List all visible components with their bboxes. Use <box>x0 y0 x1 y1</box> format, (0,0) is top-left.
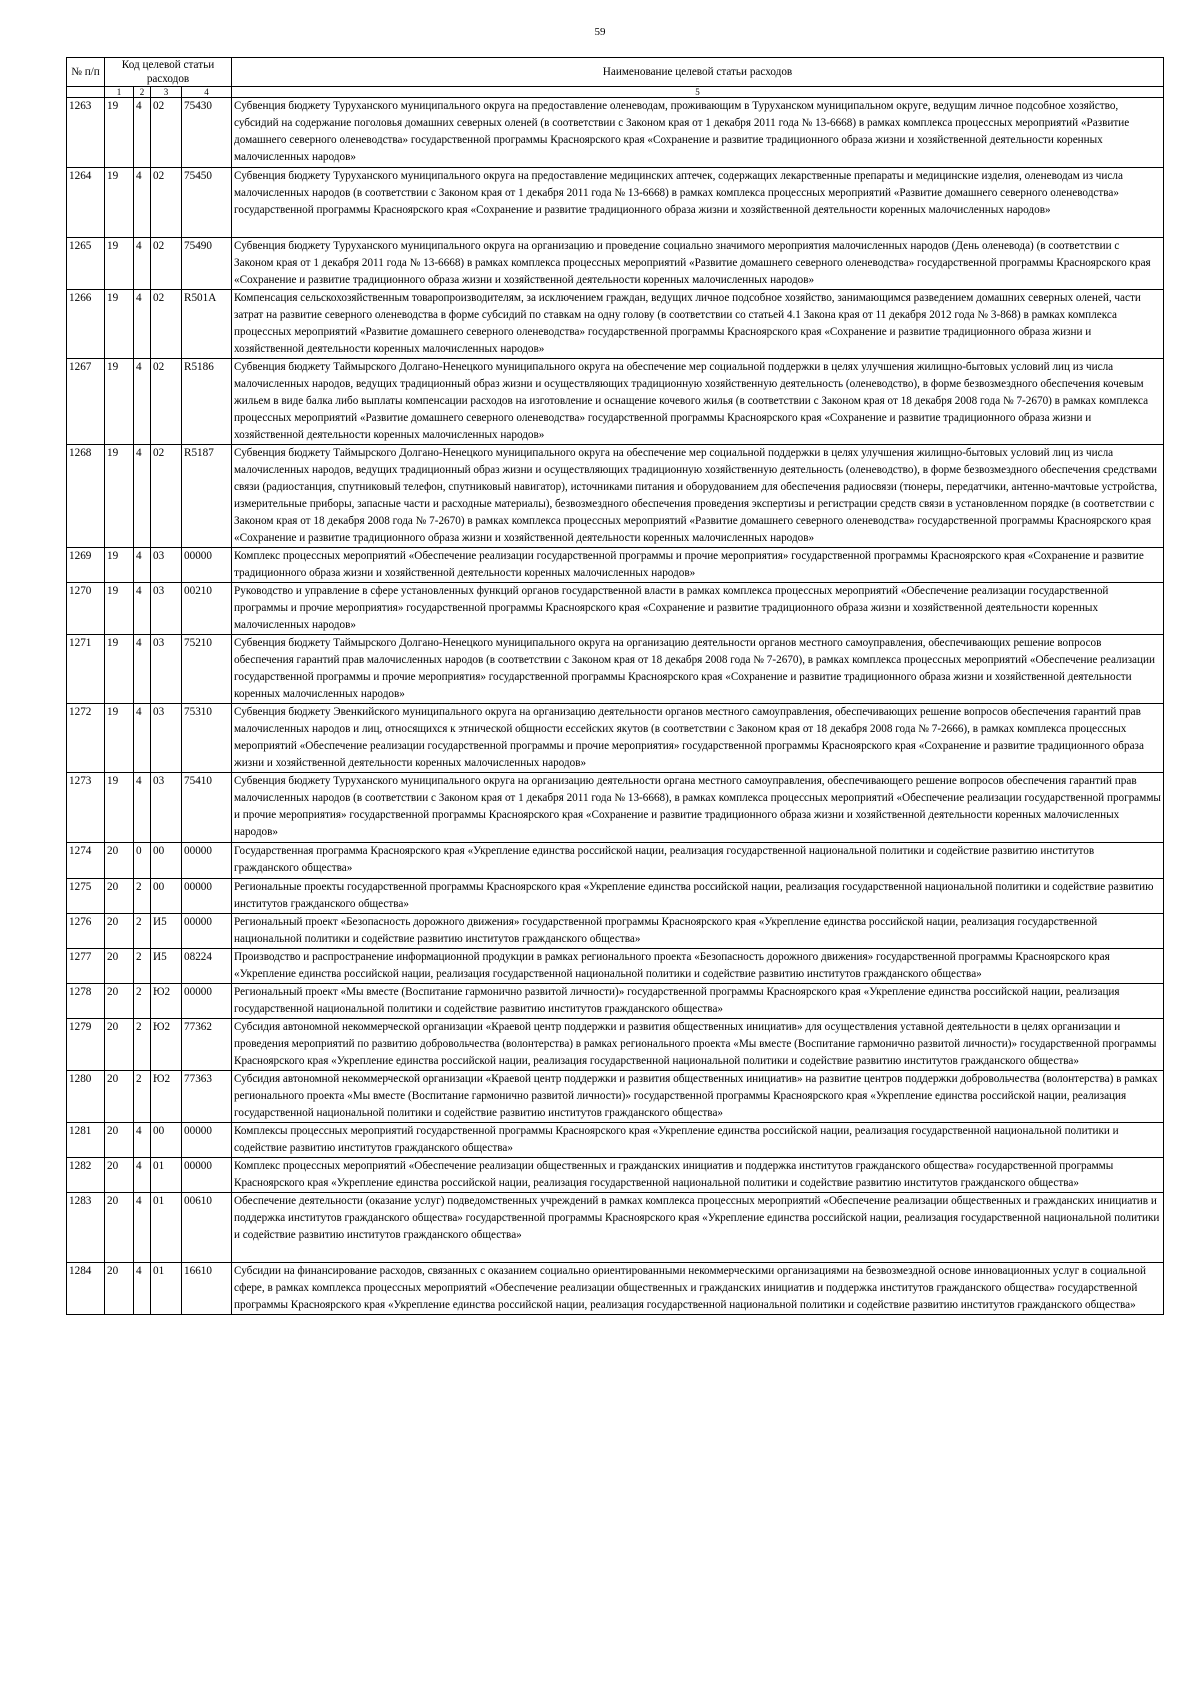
table-row <box>67 548 1164 583</box>
target-name: Государственная программа Красноярского края «Укрепление единства российской нации, реализация государственной национальной политики и содействие развитию институтов гражданского общества» <box>232 843 1164 879</box>
code-part-1: 20 <box>105 914 134 949</box>
code-part-3: 00 <box>151 843 182 879</box>
code-part-4: 00000 <box>182 914 232 949</box>
row-number: 1266 <box>67 290 105 359</box>
row-number: 1267 <box>67 359 105 445</box>
code-part-1: 20 <box>105 984 134 1019</box>
code-part-1: 19 <box>105 290 134 359</box>
code-part-1: 20 <box>105 1193 134 1263</box>
code-part-3: 02 <box>151 98 182 168</box>
row-number: 1281 <box>67 1123 105 1158</box>
table-body <box>67 98 1164 1315</box>
code-part-1: 19 <box>105 548 134 583</box>
code-part-3: 02 <box>151 445 182 548</box>
code-part-3: 02 <box>151 238 182 290</box>
code-part-1: 20 <box>105 1263 134 1315</box>
code-part-2: 2 <box>134 1019 151 1071</box>
table-row <box>67 1263 1164 1315</box>
row-number: 1283 <box>67 1193 105 1263</box>
column-number-2: 2 <box>134 87 151 98</box>
code-part-4: 00000 <box>182 984 232 1019</box>
code-part-3: Ю2 <box>151 1019 182 1071</box>
code-part-3: И5 <box>151 914 182 949</box>
target-name: Комплекс процессных мероприятий «Обеспечение реализации государственной программы и прочие мероприятия» государственной программы Красноярского края «Сохранение и развитие традиционного образа жизни и хозяйственной деятельности коренных малочисленных народов» <box>232 548 1164 583</box>
table-row <box>67 635 1164 704</box>
code-part-3: И5 <box>151 949 182 984</box>
table-row <box>67 1123 1164 1158</box>
code-part-1: 20 <box>105 1071 134 1123</box>
code-part-4: 16610 <box>182 1263 232 1315</box>
page-number: 59 <box>594 26 606 38</box>
code-part-3: 02 <box>151 359 182 445</box>
table-row <box>67 290 1164 359</box>
code-part-3: 03 <box>151 635 182 704</box>
table-row <box>67 1158 1164 1193</box>
code-part-2: 4 <box>134 168 151 238</box>
code-part-4: 75310 <box>182 704 232 773</box>
code-part-1: 19 <box>105 238 134 290</box>
code-part-4: 00000 <box>182 1123 232 1158</box>
code-part-1: 20 <box>105 949 134 984</box>
code-part-2: 4 <box>134 238 151 290</box>
code-part-4: 00000 <box>182 843 232 879</box>
column-number-5: 5 <box>232 87 1164 98</box>
target-name: Комплекс процессных мероприятий «Обеспечение реализации общественных и гражданских инициатив и поддержка институтов гражданского общества» государственной программы Красноярского края «Укрепление единства российской нации, реализация государственной национальной политики и содействие развитию институтов гражданского общества» <box>232 1158 1164 1193</box>
code-part-3: 01 <box>151 1193 182 1263</box>
target-name: Обеспечение деятельности (оказание услуг) подведомственных учреждений в рамках комплекса процессных мероприятий «Обеспечение реализации общественных и гражданских инициатив и поддержка институтов гражданского общества» государственной программы Красноярского края «Укрепление единства российской нации, реализация государственной национальной политики и содействие развитию институтов гражданского общества» <box>232 1193 1164 1263</box>
code-part-2: 2 <box>134 984 151 1019</box>
target-name: Региональные проекты государственной программы Красноярского края «Укрепление единства российской нации, реализация государственной национальной политики и содействие развитию институтов гражданского общества» <box>232 879 1164 914</box>
code-part-3: 03 <box>151 704 182 773</box>
table-row <box>67 1071 1164 1123</box>
target-expense-table <box>66 57 1164 1315</box>
target-name: Субвенция бюджету Туруханского муниципального округа на организацию деятельности органа местного самоуправления, обеспечивающего решение вопросов обеспечения гарантий прав малочисленных народов (в соответствии с Законом края от 1 декабря 2011 года № 13-6668), в рамках комплекса процессных мероприятий «Обеспечение реализации государственной программы и прочие мероприятия» государственной программы Красноярского края «Сохранение и развитие традиционного образа жизни и хозяйственной деятельности коренных малочисленных народов» <box>232 773 1164 843</box>
code-part-4: R5186 <box>182 359 232 445</box>
code-part-2: 2 <box>134 914 151 949</box>
target-name: Субвенция бюджету Таймырского Долгано-Ненецкого муниципального округа на обеспечение мер социальной поддержки в целях улучшения жилищно-бытовых условий лиц из числа малочисленных народов, ведущих традиционный образ жизни и осуществляющих традиционную хозяйственную деятельность (оленеводство), в форме безвозмездного обеспечения средствами связи (радиостанция, спутниковый телефон, спутниковый навигатор), источниками питания и оборудованием для обеспечения радиосвязи (тюнеры, передатчики, антенно-мачтовые устройства, измерительные приборы, запасные части и расходные материалы), безвозмездного обеспечения проведения экспертизы и регистрации средств связи в установленном порядке (в соответствии с Законом края от 18 декабря 2008 года № 7-2670) в рамках комплекса процессных мероприятий «Развитие домашнего северного оленеводства» государственной программы Красноярского края «Сохранение и развитие традиционного образа жизни и хозяйственной деятельности коренных малочисленных народов» <box>232 445 1164 548</box>
target-name: Субвенция бюджету Таймырского Долгано-Ненецкого муниципального округа на организацию деятельности органов местного самоуправления, обеспечивающих решение вопросов обеспечения гарантий прав малочисленных народов (в соответствии с Законом края от 18 декабря 2008 года № 7-2670), в рамках комплекса процессных мероприятий «Обеспечение реализации государственной программы и прочие мероприятия» государственной программы Красноярского края «Сохранение и развитие традиционного образа жизни и хозяйственной деятельности коренных малочисленных народов» <box>232 635 1164 704</box>
target-name: Субвенция бюджету Таймырского Долгано-Ненецкого муниципального округа на обеспечение мер социальной поддержки в целях улучшения жилищно-бытовых условий лиц из числа малочисленных народов, ведущих традиционный образ жизни и осуществляющих традиционную хозяйственную деятельность (оленеводство), в форме безвозмездного обеспечения кочевым жильем в виде балка либо выплаты компенсации расходов на изготовление и оснащение кочевого жилья (в соответствии с Законом края от 18 декабря 2008 года № 7-2670) в рамках комплекса процессных мероприятий «Развитие домашнего северного оленеводства» государственной программы Красноярского края «Сохранение и развитие традиционного образа жизни и хозяйственной деятельности коренных малочисленных народов» <box>232 359 1164 445</box>
row-number: 1265 <box>67 238 105 290</box>
target-name: Субсидия автономной некоммерческой организации «Краевой центр поддержки и развития общественных инициатив» для осуществления уставной деятельности в целях организации и проведения мероприятий по развитию добровольчества (волонтерства) в рамках регионального проекта «Мы вместе (Воспитание гармонично развитой личности)» государственной программы Красноярского края «Укрепление единства российской нации, реализация государственной национальной политики и содействие развитию институтов гражданского общества» <box>232 1019 1164 1071</box>
code-part-3: 03 <box>151 773 182 843</box>
code-part-2: 2 <box>134 949 151 984</box>
code-part-2: 2 <box>134 1071 151 1123</box>
code-part-3: 01 <box>151 1263 182 1315</box>
code-part-3: Ю2 <box>151 984 182 1019</box>
table-row <box>67 984 1164 1019</box>
table-row <box>67 583 1164 635</box>
column-number-3: 3 <box>151 87 182 98</box>
table-row <box>67 949 1164 984</box>
table-row <box>67 773 1164 843</box>
code-part-3: Ю2 <box>151 1071 182 1123</box>
column-number-4: 4 <box>182 87 232 98</box>
table-row <box>67 843 1164 879</box>
target-name: Региональный проект «Безопасность дорожного движения» государственной программы Красноярского края «Укрепление единства российской нации, реализация государственной национальной политики и содействие развитию институтов гражданского общества» <box>232 914 1164 949</box>
code-part-4: R5187 <box>182 445 232 548</box>
code-part-2: 4 <box>134 1158 151 1193</box>
target-name: Субсидии на финансирование расходов, связанных с оказанием социально ориентированными некоммерческими организациями на безвозмездной основе инновационных услуг в социальной сфере, в рамках комплекса процессных мероприятий «Обеспечение реализации общественных и гражданских инициатив и поддержка институтов гражданского общества» государственной программы Красноярского края «Укрепление единства российской нации, реализация государственной национальной политики и содействие развитию институтов гражданского общества» <box>232 1263 1164 1315</box>
code-part-4: 00610 <box>182 1193 232 1263</box>
table-row <box>67 1193 1164 1263</box>
code-part-1: 20 <box>105 879 134 914</box>
code-part-4: 77362 <box>182 1019 232 1071</box>
row-number: 1276 <box>67 914 105 949</box>
row-number: 1263 <box>67 98 105 168</box>
row-number: 1284 <box>67 1263 105 1315</box>
header-target-code: Код целевой статьи расходов <box>105 58 232 87</box>
code-part-4: 00000 <box>182 1158 232 1193</box>
table-row <box>67 704 1164 773</box>
code-part-2: 4 <box>134 98 151 168</box>
code-part-4: 00000 <box>182 548 232 583</box>
code-part-1: 19 <box>105 773 134 843</box>
table-row <box>67 1019 1164 1071</box>
row-number: 1264 <box>67 168 105 238</box>
row-number: 1279 <box>67 1019 105 1071</box>
code-part-1: 19 <box>105 445 134 548</box>
column-number-1: 1 <box>105 87 134 98</box>
code-part-1: 19 <box>105 359 134 445</box>
code-part-2: 4 <box>134 635 151 704</box>
target-name: Субвенция бюджету Эвенкийского муниципального округа на организацию деятельности органов местного самоуправления, обеспечивающих решение вопросов обеспечения гарантий прав малочисленных народов и лиц, относящихся к этнической общности ессейских якутов (в соответствии с Законом края от 18 декабря 2008 года № 7-2666), в рамках комплекса процессных мероприятий «Обеспечение реализации государственной программы и прочие мероприятия» государственной программы Красноярского края «Сохранение и развитие традиционного образа жизни и хозяйственной деятельности коренных малочисленных народов» <box>232 704 1164 773</box>
code-part-3: 03 <box>151 583 182 635</box>
row-number: 1282 <box>67 1158 105 1193</box>
target-name: Субвенция бюджету Туруханского муниципального округа на организацию и проведение социально значимого мероприятия малочисленных народов (День оленевода) (в соответствии с Законом края от 1 декабря 2011 года № 13-6668) в рамках комплекса процессных мероприятий «Развитие домашнего северного оленеводства» государственной программы Красноярского края «Сохранение и развитие традиционного образа жизни и хозяйственной деятельности коренных малочисленных народов» <box>232 238 1164 290</box>
column-number-empty <box>67 87 105 98</box>
code-part-1: 19 <box>105 583 134 635</box>
code-part-2: 4 <box>134 704 151 773</box>
code-part-4: 08224 <box>182 949 232 984</box>
header-target-name: Наименование целевой статьи расходов <box>232 58 1164 87</box>
code-part-3: 03 <box>151 548 182 583</box>
code-part-4: R501A <box>182 290 232 359</box>
code-part-2: 4 <box>134 583 151 635</box>
code-part-2: 4 <box>134 1123 151 1158</box>
target-name: Руководство и управление в сфере установленных функций органов государственной власти в рамках комплекса процессных мероприятий «Обеспечение реализации государственной программы и прочие мероприятия» государственной программы Красноярского края «Сохранение и развитие традиционного образа жизни и хозяйственной деятельности коренных малочисленных народов» <box>232 583 1164 635</box>
code-part-2: 4 <box>134 290 151 359</box>
code-part-4: 75410 <box>182 773 232 843</box>
code-part-4: 75430 <box>182 98 232 168</box>
row-number: 1268 <box>67 445 105 548</box>
target-name: Производство и распространение информационной продукции в рамках регионального проекта «Безопасность дорожного движения» государственной программы Красноярского края «Укрепление единства российской нации, реализация государственной национальной политики и содействие развитию институтов гражданского общества» <box>232 949 1164 984</box>
table-row <box>67 359 1164 445</box>
code-part-2: 2 <box>134 879 151 914</box>
code-part-3: 02 <box>151 168 182 238</box>
row-number: 1277 <box>67 949 105 984</box>
code-part-1: 19 <box>105 168 134 238</box>
code-part-2: 4 <box>134 773 151 843</box>
code-part-3: 00 <box>151 879 182 914</box>
code-part-1: 20 <box>105 1123 134 1158</box>
row-number: 1270 <box>67 583 105 635</box>
code-part-1: 20 <box>105 843 134 879</box>
row-number: 1273 <box>67 773 105 843</box>
target-name: Субсидия автономной некоммерческой организации «Краевой центр поддержки и развития общественных инициатив» на развитие центров поддержки добровольчества (волонтерства) в рамках регионального проекта «Мы вместе (Воспитание гармонично развитой личности)» государственной программы Красноярского края «Укрепление единства российской нации, реализация государственной национальной политики и содействие развитию институтов гражданского общества» <box>232 1071 1164 1123</box>
header-row-number: № п/п <box>67 58 105 87</box>
target-name: Комплексы процессных мероприятий государственной программы Красноярского края «Укрепление единства российской нации, реализация государственной национальной политики и содействие развитию институтов гражданского общества» <box>232 1123 1164 1158</box>
code-part-3: 00 <box>151 1123 182 1158</box>
code-part-4: 77363 <box>182 1071 232 1123</box>
code-part-1: 20 <box>105 1158 134 1193</box>
table-row <box>67 445 1164 548</box>
row-number: 1271 <box>67 635 105 704</box>
code-part-3: 01 <box>151 1158 182 1193</box>
code-part-2: 4 <box>134 359 151 445</box>
code-part-4: 75490 <box>182 238 232 290</box>
target-name: Региональный проект «Мы вместе (Воспитание гармонично развитой личности)» государственной программы Красноярского края «Укрепление единства российской нации, реализация государственной национальной политики и содействие развитию институтов гражданского общества» <box>232 984 1164 1019</box>
row-number: 1274 <box>67 843 105 879</box>
table-row <box>67 879 1164 914</box>
code-part-3: 02 <box>151 290 182 359</box>
table-row <box>67 168 1164 238</box>
code-part-2: 4 <box>134 1193 151 1263</box>
code-part-1: 19 <box>105 635 134 704</box>
code-part-4: 75210 <box>182 635 232 704</box>
code-part-4: 00000 <box>182 879 232 914</box>
target-name: Компенсация сельскохозяйственным товаропроизводителям, за исключением граждан, ведущих личное подсобное хозяйство, занимающимся разведением домашних северных оленей, части затрат на развитие северного оленеводства в форме субсидий по ставкам на одну голову (в соответствии со статьей 4.1 Закона края от 11 декабря 2012 года № 3-868) в рамках комплекса процессных мероприятий «Развитие домашнего северного оленеводства» государственной программы Красноярского края «Сохранение и развитие традиционного образа жизни и хозяйственной деятельности коренных малочисленных народов» <box>232 290 1164 359</box>
table-row <box>67 914 1164 949</box>
column-number-row <box>67 87 1164 98</box>
row-number: 1272 <box>67 704 105 773</box>
row-number: 1269 <box>67 548 105 583</box>
code-part-1: 20 <box>105 1019 134 1071</box>
code-part-2: 4 <box>134 1263 151 1315</box>
code-part-2: 4 <box>134 548 151 583</box>
row-number: 1275 <box>67 879 105 914</box>
table-row <box>67 238 1164 290</box>
row-number: 1280 <box>67 1071 105 1123</box>
code-part-4: 75450 <box>182 168 232 238</box>
code-part-2: 4 <box>134 445 151 548</box>
row-number: 1278 <box>67 984 105 1019</box>
code-part-2: 0 <box>134 843 151 879</box>
target-name: Субвенция бюджету Туруханского муниципального округа на предоставление оленеводам, проживающим в Туруханском муниципальном округе, ведущим личное подсобное хозяйство, субсидий на содержание поголовья домашних северных оленей (в соответствии с Законом края от 1 декабря 2011 года № 13-6668) в рамках комплекса процессных мероприятий «Развитие домашнего северного оленеводства» государственной программы Красноярского края «Сохранение и развитие традиционного образа жизни и хозяйственной деятельности коренных малочисленных народов» <box>232 98 1164 168</box>
code-part-1: 19 <box>105 704 134 773</box>
table-header-row <box>67 58 1164 87</box>
target-name: Субвенция бюджету Туруханского муниципального округа на предоставление медицинских аптечек, содержащих лекарственные препараты и медицинские изделия, оленеводам из числа малочисленных народов (в соответствии с Законом края от 1 декабря 2011 года № 13-6668) в рамках комплекса процессных мероприятий «Развитие домашнего северного оленеводства» государственной программы Красноярского края «Сохранение и развитие традиционного образа жизни и хозяйственной деятельности коренных малочисленных народов» <box>232 168 1164 238</box>
table-row <box>67 98 1164 168</box>
code-part-1: 19 <box>105 98 134 168</box>
code-part-4: 00210 <box>182 583 232 635</box>
